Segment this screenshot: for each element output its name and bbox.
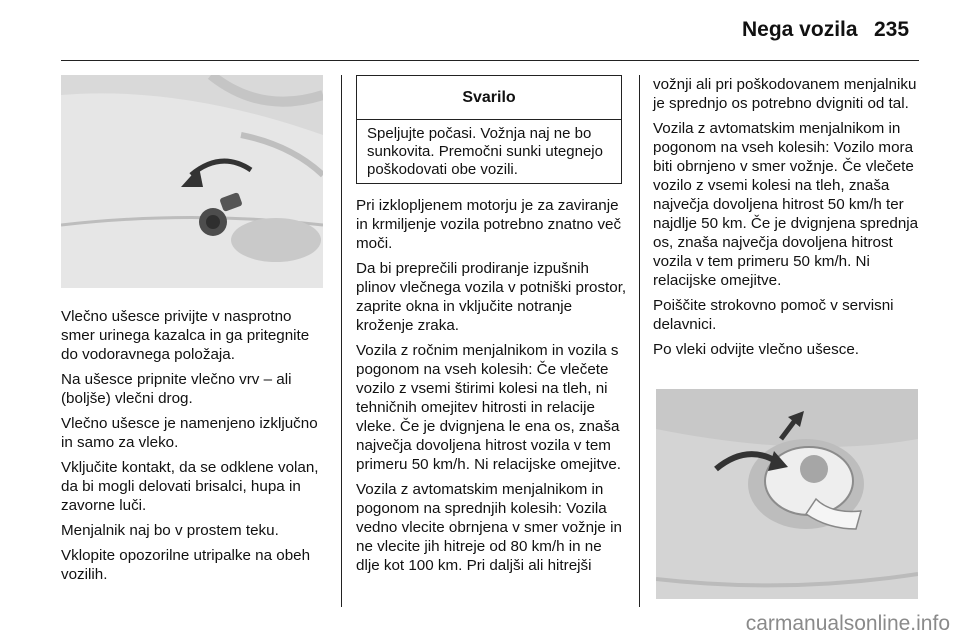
warning-box	[356, 75, 622, 184]
column-divider-1	[341, 75, 342, 607]
page-number: 235	[874, 18, 910, 41]
warning-title: Svarilo	[357, 76, 621, 120]
column-1	[61, 307, 329, 590]
header-rule	[61, 60, 919, 61]
watermark: carmanualsonline.info	[745, 612, 950, 635]
paragraph: Vlečno ušesce je namenjeno izključno in samo za vleko.	[61, 415, 318, 451]
paragraph: vožnji ali pri poškodovanem menjalniku je sprednjo os potrebno dvigniti od tal.	[653, 76, 917, 112]
paragraph: Vključite kontakt, da se odklene volan, da bi mogli delovati brisalci, hupa in zavorne luči.	[61, 459, 319, 514]
towing-eye-cover-illustration	[656, 389, 918, 599]
towing-eye-installation-illustration	[61, 75, 323, 288]
column-divider-2	[639, 75, 640, 607]
paragraph: Poiščite strokovno pomoč v servisni delavnici.	[653, 297, 894, 333]
column-2	[356, 196, 628, 581]
warning-text: Speljujte počasi. Vožnja naj ne bo sunkovita. Premočni sunki utegnejo poškodovati obe vozili.	[367, 125, 603, 178]
paragraph: Na ušesce pripnite vlečno vrv – ali (boljše) vlečni drog.	[61, 371, 292, 407]
paragraph: Menjalnik naj bo v prostem teku.	[61, 522, 279, 539]
paragraph: Da bi preprečili prodiranje izpušnih plinov vlečnega vozila v potniški prostor, zaprite okna in vključite notranje kroženje zraka.	[356, 260, 627, 334]
page-header-title: Nega vozila	[742, 18, 858, 41]
paragraph: Vozila z ročnim menjalnikom in vozila s pogonom na vseh kolesih: Če vlečete vozilo z vsemi štirimi kolesi na tleh, ni tehničnih omejitev hitrosti in relacije vleke. Če je dvignjena le ena os, znaša največja dovoljena hitrost vozila v tem primeru 50 km/h. Ni relacijske omejitve.	[356, 342, 622, 473]
paragraph: Vozila z avtomatskim menjalnikom in pogonom na sprednjih kolesih: Vozila vedno vlecite obrnjena v smer vožnje in ne vlecite jih hitreje od 80 km/h in ne dlje kot 100 km. Pri daljši ali hitrejši	[356, 481, 622, 574]
paragraph: Po vleki odvijte vlečno ušesce.	[653, 341, 859, 358]
paragraph: Vlečno ušesce privijte v nasprotno smer urinega kazalca in ga pritegnite do vodoravnega položaja.	[61, 308, 310, 363]
column-3	[653, 75, 923, 365]
paragraph: Vklopite opozorilne utripalke na obeh vozilih.	[61, 547, 311, 583]
paragraph: Pri izklopljenem motorju je za zaviranje in krmiljenje vozila potrebno znatno več moči.	[356, 197, 622, 252]
paragraph: Vozila z avtomatskim menjalnikom in pogonom na vseh kolesih: Vozilo mora biti obrnjeno v smer vožnje. Če vlečete vozilo z vsemi kolesi na tleh, znaša največja dovoljena hitrost 50 km/h ter najdlje 50 km. Če je dvignjena sprednja os, znaša največja dovoljena hitrost vozila v tem primeru 50 km/h. Ni relacijske omejitve.	[653, 120, 919, 289]
